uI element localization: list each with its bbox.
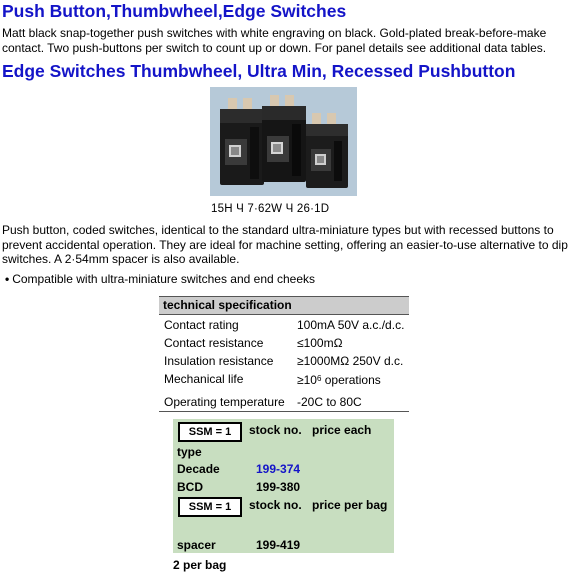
spec-label: Contact resistance <box>164 336 264 350</box>
spec-row <box>159 315 409 333</box>
spec-label: Insulation resistance <box>164 354 274 368</box>
stock-no-header: stock no. <box>249 498 302 512</box>
stock-cell: 199-380 <box>256 480 301 494</box>
spec-value: ≥1000MΩ 250V d.c. <box>297 354 404 368</box>
spec-row <box>159 351 409 369</box>
image-caption: 15H Ч 7·62W Ч 26·1D <box>211 203 330 215</box>
type-cell: spacer <box>177 538 216 552</box>
switch-photo-illustration <box>210 87 357 196</box>
type-cell: Decade <box>177 462 220 476</box>
feature-bullet <box>5 272 315 286</box>
spec-value: -20C to 80C <box>297 395 362 409</box>
spec-value-exponent: 6 <box>316 374 322 383</box>
stock-no-header: stock no. <box>249 423 302 437</box>
feature-bullet-text: Compatible with ultra-miniature switches and end cheeks <box>12 272 316 286</box>
intro-text: Matt black snap-together push switches with white engraving on black. Gold-plated break-before-make contact. Two push-buttons per switch to count up or down. For panel details see additional data tables. <box>2 26 547 55</box>
per-bag-note: 2 per bag <box>173 558 227 572</box>
bullet-icon: • <box>5 272 10 286</box>
type-cell: BCD <box>177 480 203 494</box>
product-photo <box>210 87 357 196</box>
spec-row <box>159 369 409 392</box>
spec-label: Operating temperature <box>164 395 285 409</box>
spec-value: 100mA 50V a.c./d.c. <box>297 318 405 332</box>
ssm-badge: SSM = 1 <box>178 497 242 517</box>
price-per-bag-header: price per bag <box>312 498 388 512</box>
spec-table <box>159 296 409 412</box>
spec-value-suffix: operations <box>321 373 381 387</box>
spec-label: Mechanical life <box>164 372 244 386</box>
price-each-header: price each <box>312 423 372 437</box>
ssm-badge: SSM = 1 <box>178 422 242 442</box>
spec-value-base: ≥10 <box>297 373 317 387</box>
ordering-table <box>173 419 394 553</box>
spec-label: Contact rating <box>164 318 239 332</box>
spec-table-heading: technical specification <box>159 296 409 315</box>
section-title: Edge Switches Thumbwheel, Ultra Min, Recessed Pushbutton <box>2 61 516 81</box>
stock-link-199-374[interactable]: 199-374 <box>256 462 301 476</box>
description-text: Push button, coded switches, identical to the standard ultra-miniature types but with recessed buttons to prevent accidental operation. They are ideal for machine setting, offering an easier-to-use alternative to dip switches. A 2·54mm spacer is also available. <box>2 223 568 267</box>
page-title: Push Button,Thumbwheel,Edge Switches <box>2 1 347 21</box>
stock-cell: 199-419 <box>256 538 301 552</box>
spec-row <box>159 333 409 351</box>
spec-value <box>297 373 381 387</box>
type-header: type <box>177 445 202 459</box>
spec-value: ≤100mΩ <box>297 336 343 350</box>
spec-row <box>159 392 409 412</box>
